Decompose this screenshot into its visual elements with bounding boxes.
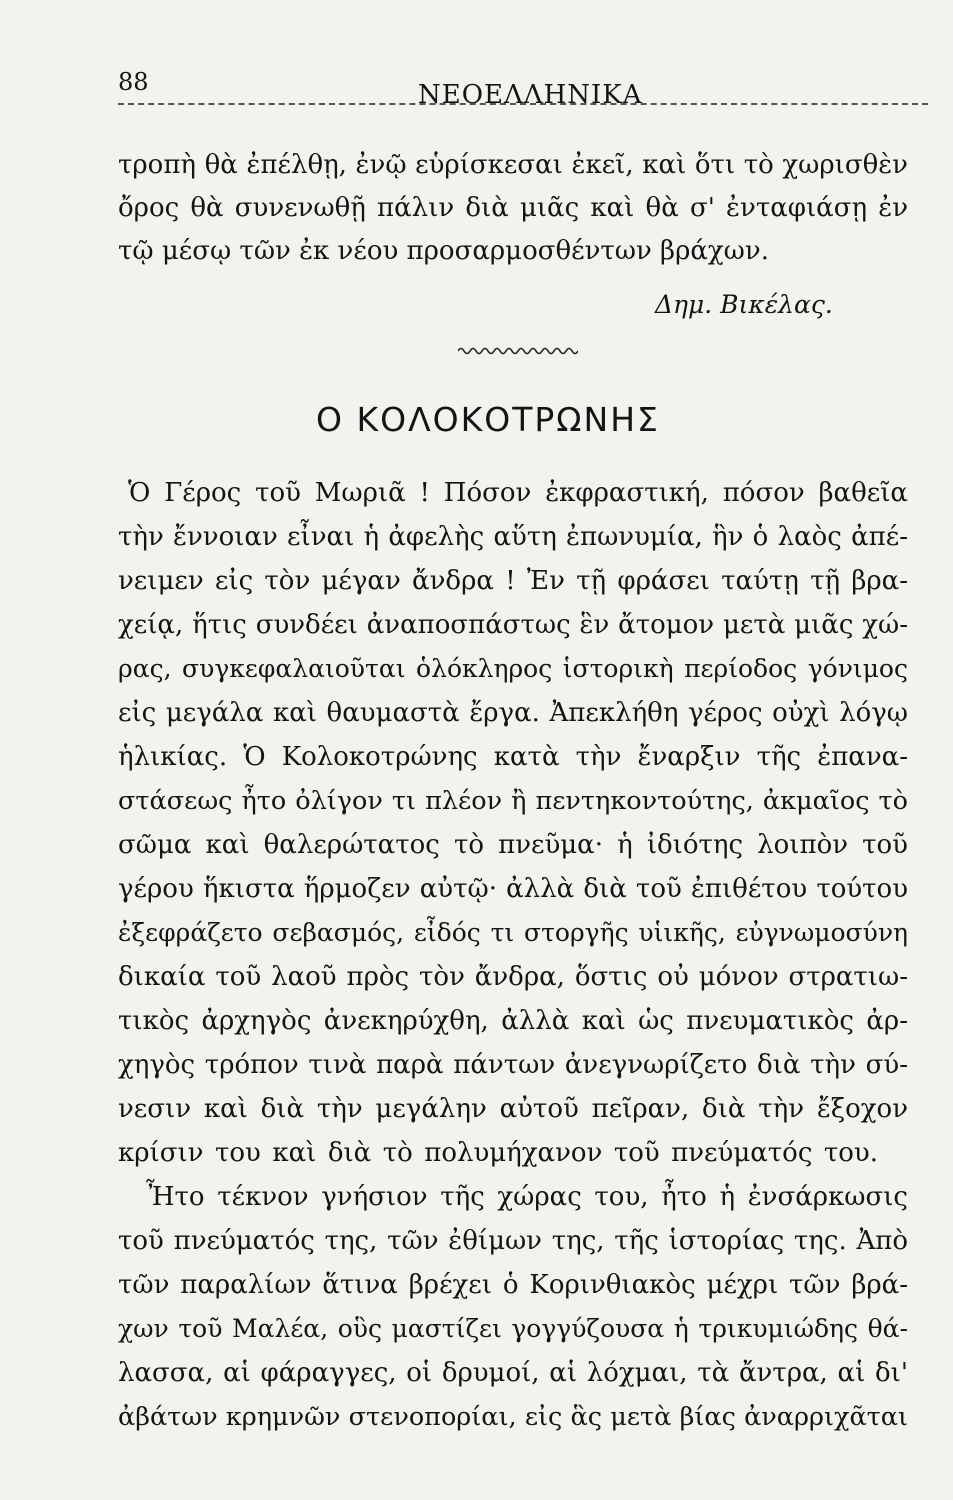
article-title: Ο ΚΟΛΟΚΟΤΡΩΝΗΣ <box>316 400 660 439</box>
running-head <box>118 68 928 108</box>
text-line: χείᾳ, ἥτις συνδέει ἀναποσπάστως ἓν ἄτομον μετὰ μιᾶς χώ- <box>118 610 908 640</box>
text-line: ὄρος θὰ συνενωθῇ πάλιν διὰ μιᾶς καὶ θὰ σ' ἐνταφιάσῃ ἐν <box>118 193 908 223</box>
text-line: τοῦ πνεύματός της, τῶν ἐθίμων της, τῆς ἱστορίας της. Ἀπὸ <box>118 1226 908 1256</box>
text-line: εἰς μεγάλα καὶ θαυμαστὰ ἔργα. Ἀπεκλήθη γέρος οὐχὶ λόγῳ <box>118 698 908 728</box>
text-line: τῷ μέσῳ τῶν ἐκ νέου προσαρμοσθέντων βράχων. <box>118 236 769 266</box>
text-line: ἐξεφράζετο σεβασμός, εἶδός τι στοργῆς υἱικῆς, εὐγνωμοσύνη <box>118 918 908 947</box>
text-line: νεσιν καὶ διὰ τὴν μεγάλην αὐτοῦ πεῖραν, διὰ τὴν ἔξοχον <box>118 1094 908 1124</box>
text-line: γέρου ἥκιστα ἥρμοζεν αὐτῷ· ἀλλὰ διὰ τοῦ ἐπιθέτου τούτου <box>118 874 908 904</box>
text-line: τροπὴ θὰ ἐπέλθῃ, ἐνῷ εὑρίσκεσαι ἐκεῖ, καὶ ὅτι τὸ χωρισθὲν <box>118 150 908 180</box>
text-line: δικαία τοῦ λαοῦ πρὸς τὸν ἄνδρα, ὅστις οὐ μόνον στρατιω- <box>118 962 908 992</box>
journal-title: ΝΕΟΕΛΛΗΝΙΚΑ <box>418 80 643 110</box>
text-line: Ἦτο τέκνον γνήσιον τῆς χώρας του, ἦτο ἡ ἐνσάρκωσις <box>146 1182 908 1212</box>
author-signature: Δημ. Βικέλας. <box>655 290 833 319</box>
text-line: Ὁ Γέρος τοῦ Μωριᾶ ! Πόσον ἐκφραστική, πόσον βαθεῖα <box>128 478 908 508</box>
text-line: τῶν παραλίων ἅτινα βρέχει ὁ Κορινθιακὸς μέχρι τῶν βρά- <box>118 1270 908 1300</box>
text-line: χηγὸς τρόπον τινὰ παρὰ πάντων ἀνεγνωρίζετο διὰ τὴν σύ- <box>118 1050 908 1080</box>
text-line: λασσα, αἱ φάραγγες, οἱ δρυμοί, αἱ λόχμαι, τὰ ἄντρα, αἱ δι' <box>118 1358 908 1388</box>
header-rule <box>118 103 928 105</box>
text-line: χων τοῦ Μαλέα, οὓς μαστίζει γογγύζουσα ἡ τρικυμιώδης θά- <box>118 1314 908 1343</box>
text-line: κρίσιν του καὶ διὰ τὸ πολυμήχανον τοῦ πνεύματός του. <box>118 1138 878 1168</box>
text-line: ἀβάτων κρημνῶν στενοπορίαι, εἰς ἃς μετὰ βίας ἀναρριχᾶται <box>118 1402 908 1432</box>
text-line: ρας, συγκεφαλαιοῦται ὁλόκληρος ἱστορικὴ περίοδος γόνιμος <box>118 654 908 683</box>
page-number: 88 <box>118 68 149 96</box>
text-line: νειμεν εἰς τὸν μέγαν ἄνδρα ! Ἐν τῇ φράσει ταύτῃ τῇ βρα- <box>118 566 908 596</box>
text-line: τικὸς ἀρχηγὸς ἀνεκηρύχθη, ἀλλὰ καὶ ὡς πνευματικὸς ἀρ- <box>118 1006 908 1036</box>
text-line: ἡλικίας. Ὁ Κολοκοτρώνης κατὰ τὴν ἔναρξιν τῆς ἐπανα- <box>118 742 908 772</box>
wave-ornament-divider <box>458 344 578 358</box>
text-line: τὴν ἔννοιαν εἶναι ἡ ἀφελὴς αὕτη ἐπωνυμία, ἣν ὁ λαὸς ἀπέ- <box>118 522 908 552</box>
text-line: σῶμα καὶ θαλερώτατος τὸ πνεῦμα· ἡ ἰδιότης λοιπὸν τοῦ <box>118 830 908 860</box>
text-line: στάσεως ἦτο ὀλίγον τι πλέον ἢ πεντηκοντούτης, ἀκμαῖος τὸ <box>118 786 908 816</box>
